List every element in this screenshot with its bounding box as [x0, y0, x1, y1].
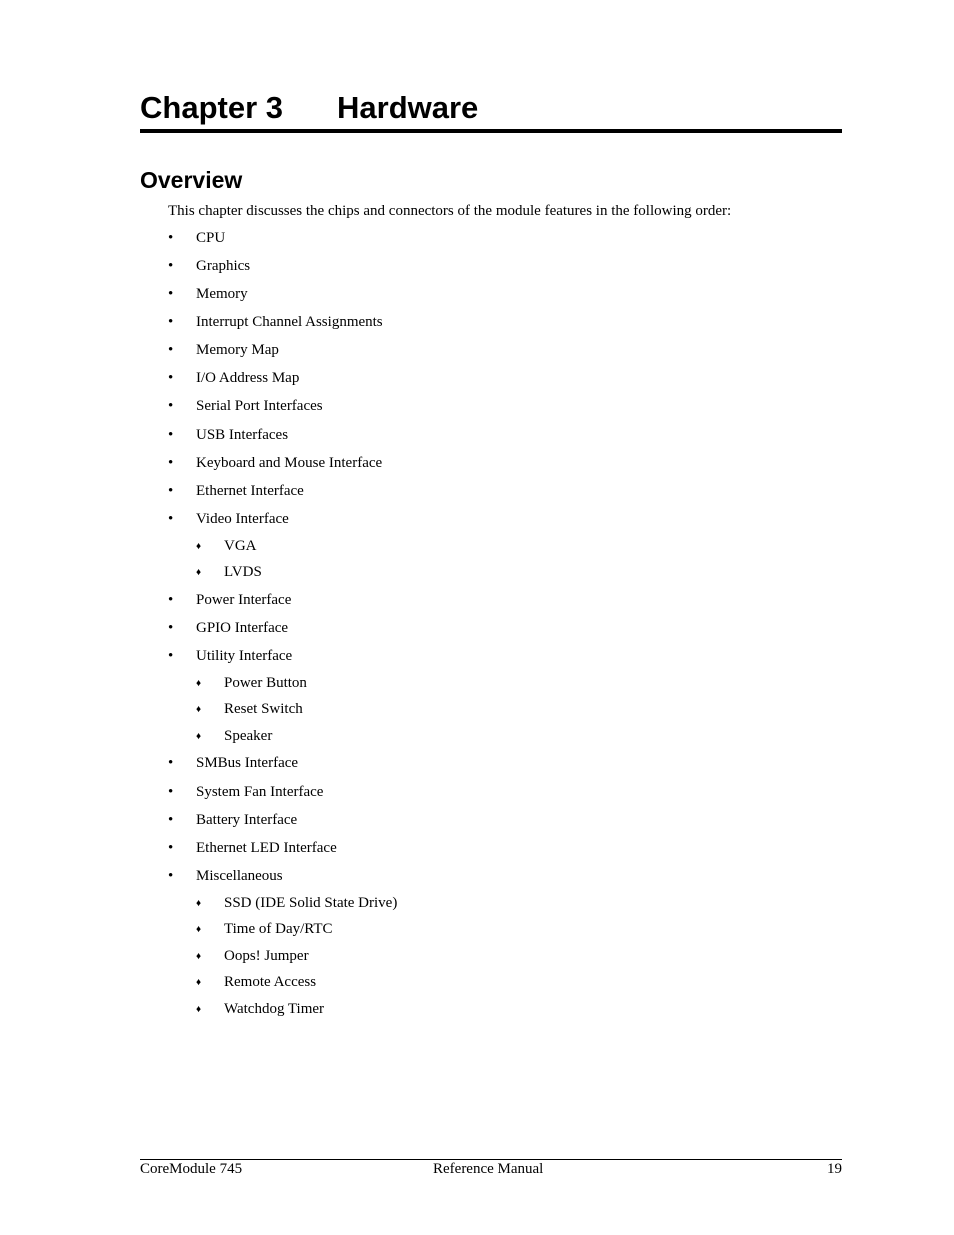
bullet-icon: • [168, 784, 174, 800]
bullet-icon: • [168, 620, 174, 636]
diamond-bullet-icon: ♦ [196, 1004, 202, 1015]
chapter-heading [140, 88, 842, 128]
bullet-icon: • [168, 812, 174, 828]
list-item-text: I/O Address Map [196, 370, 300, 386]
bullet-icon: • [168, 258, 174, 274]
list-item-text: Battery Interface [196, 812, 298, 828]
list-item-text: SSD (IDE Solid State Drive) [224, 895, 398, 911]
bullet-icon: • [168, 230, 174, 246]
bullet-icon: • [168, 370, 174, 386]
list-item-text: Ethernet Interface [196, 483, 304, 499]
list-item-text: LVDS [224, 564, 262, 580]
diamond-bullet-icon: ♦ [196, 541, 202, 552]
bullet-icon: • [168, 648, 174, 664]
chapter-number: Chapter 3 [140, 90, 283, 125]
list-item-text: GPIO Interface [196, 620, 289, 636]
list-item-text: VGA [224, 538, 257, 554]
list-item-text: Remote Access [224, 974, 317, 990]
list-item-text: Oops! Jumper [224, 948, 309, 964]
diamond-bullet-icon: ♦ [196, 898, 202, 909]
list-item-text: Power Button [224, 675, 307, 691]
bullet-icon: • [168, 840, 174, 856]
list-item-text: Graphics [196, 258, 251, 274]
diamond-bullet-icon: ♦ [196, 977, 202, 988]
list-item-text: Reset Switch [224, 701, 303, 717]
diamond-bullet-icon: ♦ [196, 951, 202, 962]
list-item-text: Memory [196, 286, 248, 302]
footer-product-name: CoreModule 745 [140, 1161, 243, 1177]
list-item-text: Time of Day/RTC [224, 921, 333, 937]
list-item-text: Watchdog Timer [224, 1001, 325, 1017]
bullet-icon: • [168, 592, 174, 608]
bullet-icon: • [168, 483, 174, 499]
bullet-icon: • [168, 427, 174, 443]
list-item-text: Ethernet LED Interface [196, 840, 337, 856]
list-item-text: Speaker [224, 728, 273, 744]
list-item-text: Power Interface [196, 592, 292, 608]
bullet-icon: • [168, 755, 174, 771]
list-item-text: Serial Port Interfaces [196, 398, 323, 414]
bullet-icon: • [168, 868, 174, 884]
list-item-text: USB Interfaces [196, 427, 289, 443]
list-item-text: CPU [196, 230, 226, 246]
diamond-bullet-icon: ♦ [196, 678, 202, 689]
list-item-text: Miscellaneous [196, 868, 283, 884]
diamond-bullet-icon: ♦ [196, 704, 202, 715]
chapter-rule [140, 129, 842, 133]
footer-document-title: Reference Manual [433, 1161, 544, 1177]
bullet-icon: • [168, 455, 174, 471]
list-item-text: Memory Map [196, 342, 279, 358]
intro-paragraph: This chapter discusses the chips and connectors of the module features in the following order: [168, 203, 732, 219]
section-title: Overview [140, 167, 243, 193]
diamond-bullet-icon: ♦ [196, 924, 202, 935]
list-item-text: Interrupt Channel Assignments [196, 314, 383, 330]
footer-page-number: 19 [827, 1161, 842, 1177]
chapter-title: Hardware [337, 90, 479, 125]
list-item-text: SMBus Interface [196, 755, 299, 771]
bullet-icon: • [168, 286, 174, 302]
list-item-text: Utility Interface [196, 648, 293, 664]
list-item-text: Video Interface [196, 511, 289, 527]
bullet-icon: • [168, 511, 174, 527]
diamond-bullet-icon: ♦ [196, 567, 202, 578]
bullet-icon: • [168, 398, 174, 414]
bullet-icon: • [168, 342, 174, 358]
list-item-text: System Fan Interface [196, 784, 324, 800]
diamond-bullet-icon: ♦ [196, 731, 202, 742]
list-item-text: Keyboard and Mouse Interface [196, 455, 383, 471]
bullet-icon: • [168, 314, 174, 330]
